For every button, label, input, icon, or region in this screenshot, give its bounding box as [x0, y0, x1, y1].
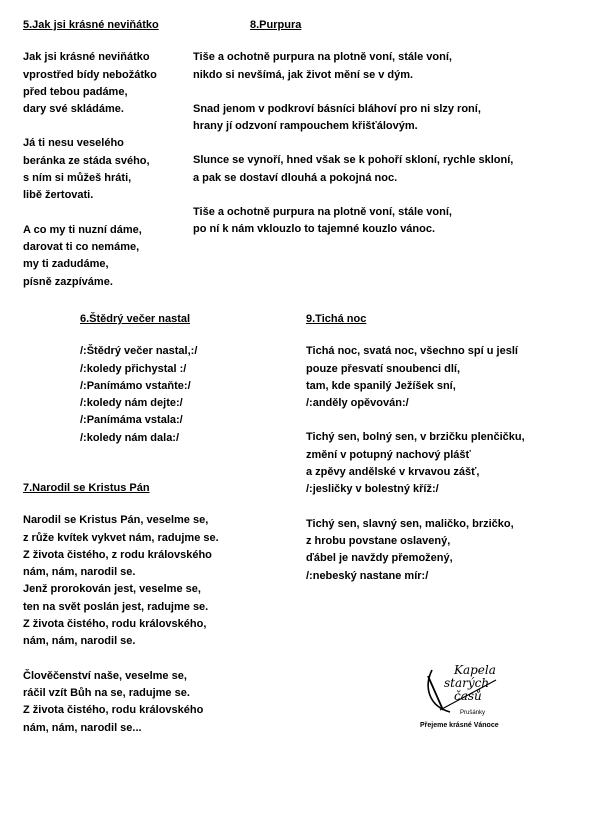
greeting: Přejeme krásné Vánoce: [420, 722, 499, 729]
stanza: [80, 343, 197, 447]
logo-place: Prušánky: [460, 710, 486, 716]
lyric-line: /:koledy přichystal :/: [80, 362, 187, 375]
lyric-line: my ti zadudáme,: [23, 258, 109, 271]
logo-word-2: starých: [444, 676, 490, 690]
song-title: 8.Purpura: [250, 19, 302, 31]
song-title: 9.Tichá noc: [306, 313, 367, 325]
lyric-line: Z života čistého, z rodu královského: [23, 548, 212, 561]
stanza: [193, 101, 513, 136]
song-8: [193, 17, 513, 256]
lyric-line: před tebou padáme,: [23, 85, 128, 98]
lyric-line: /:Panímáma vstala:/: [80, 414, 183, 427]
lyric-line: /:Štědrý večer nastal,:/: [80, 345, 198, 358]
stanza: [306, 343, 525, 412]
lyric-line: vprostřed bídy nebožátko: [23, 68, 157, 81]
song-6: [80, 311, 197, 464]
lyric-line: pouze přesvatí snoubenci dlí,: [306, 362, 461, 375]
lyric-line: Slunce se vynoří, hned však se k pohoří skloní, rychle skloní,: [193, 154, 514, 167]
lyric-line: Tiše a ochotně purpura na plotně voní, stále voní,: [193, 206, 452, 219]
stanza: [23, 135, 159, 204]
lyric-line: libě žertovati.: [23, 189, 94, 202]
stanza: [306, 429, 525, 498]
lyric-line: ráčil vzít Bůh na se, radujme se.: [23, 686, 190, 699]
lyric-line: /:jesličky v bolestný kříž:/: [306, 483, 439, 496]
song-title: 7.Narodil se Kristus Pán: [23, 482, 150, 494]
stanza: [23, 222, 159, 291]
lyric-line: Tichá noc, svatá noc, všechno spí u jeslí: [306, 345, 518, 358]
lyric-line: Narodil se Kristus Pán, veselme se,: [23, 514, 209, 527]
lyric-line: Tiše a ochotně purpura na plotně voní, stále voní,: [193, 51, 452, 64]
clock-hands-icon: [410, 650, 520, 722]
lyric-line: beránka ze stáda svého,: [23, 154, 150, 167]
lyric-line: Já ti nesu veselého: [23, 137, 124, 150]
song-5: [23, 17, 159, 308]
stanza: [306, 516, 525, 585]
lyric-line: A co my ti nuzní dáme,: [23, 223, 142, 236]
lyric-line: /:koledy nám dala:/: [80, 431, 180, 444]
lyric-line: z hrobu povstane oslavený,: [306, 534, 451, 547]
logo-word-1: Kapela: [454, 663, 496, 677]
lyric-line: nám, nám, narodil se...: [23, 721, 142, 734]
lyric-line: a zpěvy andělské v krvavou zášť,: [306, 466, 480, 479]
lyric-line: /:Panímámo vstaňte:/: [80, 379, 191, 392]
song-title: 6.Štědrý večer nastal: [80, 313, 191, 325]
lyric-line: /:nebeský nastane mír:/: [306, 569, 429, 582]
lyric-line: tam, kde spanilý Ježíšek sní,: [306, 379, 456, 392]
lyric-line: Z života čistého, rodu královského,: [23, 618, 207, 631]
lyric-line: Tichý sen, bolný sen, v brzičku plenčičku,: [306, 431, 525, 444]
stanza: [23, 49, 159, 118]
logo-word-3: časů: [454, 689, 482, 703]
lyric-line: nám, nám, narodil se.: [23, 635, 136, 648]
stanza: [23, 668, 219, 737]
lyric-line: Z života čistého, rodu královského: [23, 704, 204, 717]
lyric-line: Tichý sen, slavný sen, maličko, brzičko,: [306, 517, 514, 530]
lyric-line: a pak se dostaví dlouhá a pokojná noc.: [193, 171, 398, 184]
lyric-line: Jak jsi krásné neviňátko: [23, 51, 150, 64]
lyric-line: nikdo si nevšímá, jak život mění se v dým.: [193, 68, 414, 81]
lyric-line: ten na svět poslán jest, radujme se.: [23, 600, 209, 613]
lyric-line: nám, nám, narodil se.: [23, 566, 136, 579]
lyric-line: Jenž prorokován jest, veselme se,: [23, 583, 201, 596]
stanza: [193, 49, 513, 84]
lyric-line: /:anděly opěvován:/: [306, 397, 409, 410]
lyric-line: písně zazpíváme.: [23, 275, 113, 288]
song-title: 5.Jak jsi krásné neviňátko: [23, 19, 159, 31]
lyric-line: s ním si můžeš hráti,: [23, 172, 132, 185]
lyric-line: Člověčenství naše, veselme se,: [23, 669, 187, 682]
lyric-line: hrany jí odzvoní rampouchem křišťálovým.: [193, 120, 418, 133]
lyric-line: dary své skládáme.: [23, 103, 124, 116]
band-logo: [410, 650, 520, 722]
stanza: [193, 204, 513, 239]
stanza: [193, 152, 513, 187]
lyric-line: změní v potupný nachový plášť: [306, 448, 471, 461]
lyric-line: /:koledy nám dejte:/: [80, 397, 183, 410]
lyric-line: Snad jenom v podkroví básníci bláhoví pro ni slzy roní,: [193, 102, 481, 115]
song-7: [23, 480, 219, 754]
stanza: [23, 512, 219, 650]
song-9: [306, 311, 525, 602]
lyric-line: darovat ti co nemáme,: [23, 240, 140, 253]
lyric-line: po ní k nám vklouzlo to tajemné kouzlo vánoc.: [193, 223, 436, 236]
lyric-line: ďábel je navždy přemožený,: [306, 552, 453, 565]
lyric-line: z růže kvítek vykvet nám, radujme se.: [23, 531, 219, 544]
